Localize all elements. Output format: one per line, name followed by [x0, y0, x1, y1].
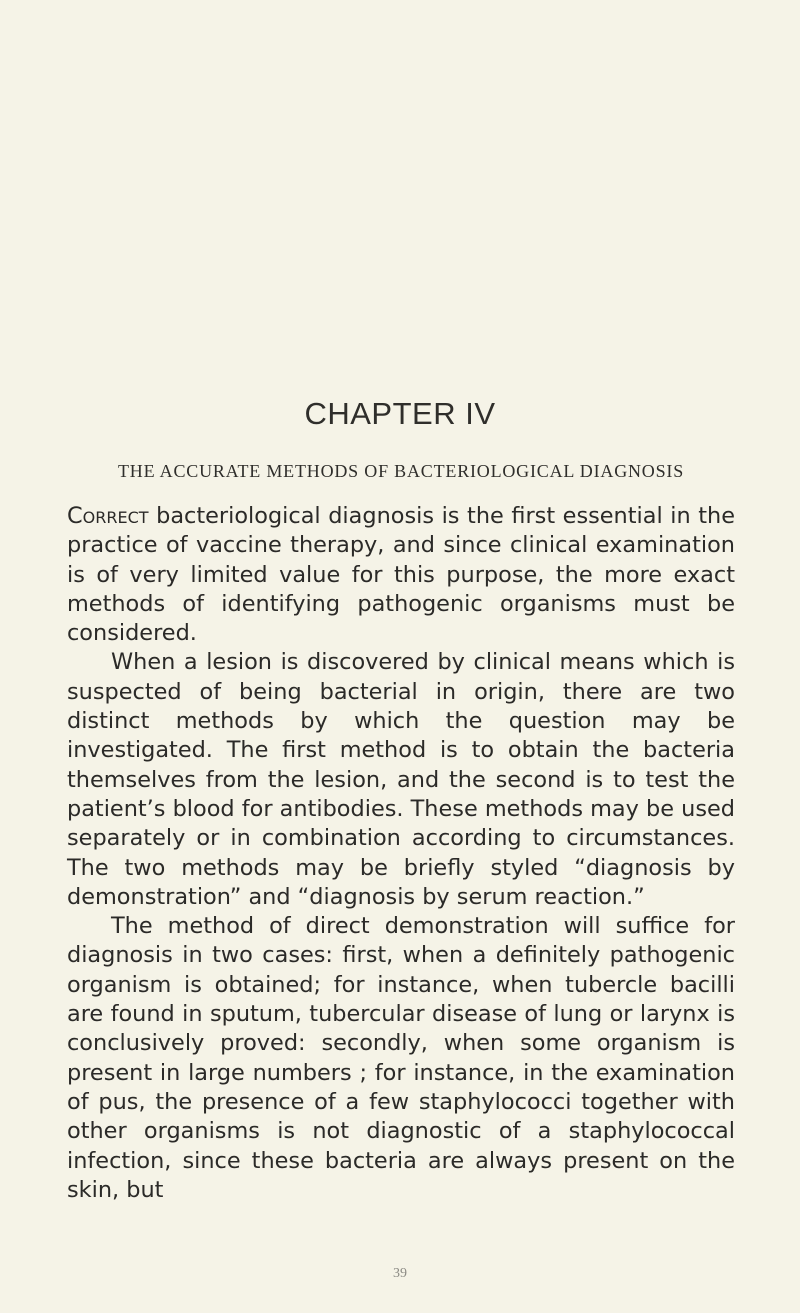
page-number: 39 — [393, 1266, 407, 1281]
body-text — [67, 502, 735, 1205]
paragraph-1-text: bacteriological diagnosis is the first essential in the practice of vaccine therapy, and since clinical examination is of very limited value for this purpose, the more exact methods of identifying pathogenic organisms must be considered. — [67, 503, 735, 647]
chapter-title: CHAPTER IV — [304, 396, 496, 431]
chapter-subtitle: THE ACCURATE METHODS OF BACTERIOLOGICAL DIAGNOSIS — [117, 461, 685, 481]
paragraph-1 — [67, 502, 735, 648]
paragraph-2: When a lesion is discovered by clinical means which is suspected of being bacterial in origin, there are two distinct methods by which the question may be investigated. The first method is to obtain the bacteria themselves from the lesion, and the second is to test the patient’s blood for antibodies. These methods may be used separately or in combination according to circumstances. The two methods may be briefly styled “diagnosis by demonstration” and “diagnosis by serum reaction.” — [67, 649, 735, 910]
paragraph-3: The method of direct demonstration will suffice for diagnosis in two cases: first, when a definitely pathogenic organism is obtained; for instance, when tubercle bacilli are found in sputum, tubercular disease of lung or larynx is conclusively proved: secondly, when some organism is present in large numbers ; for instance, in the examination of pus, the presence of a few staphylococci together with other organisms is not diagnostic of a staphylococcal infection, since these bacteria are always present on the skin, but — [67, 913, 735, 1203]
lead-word: Correct — [67, 503, 149, 529]
